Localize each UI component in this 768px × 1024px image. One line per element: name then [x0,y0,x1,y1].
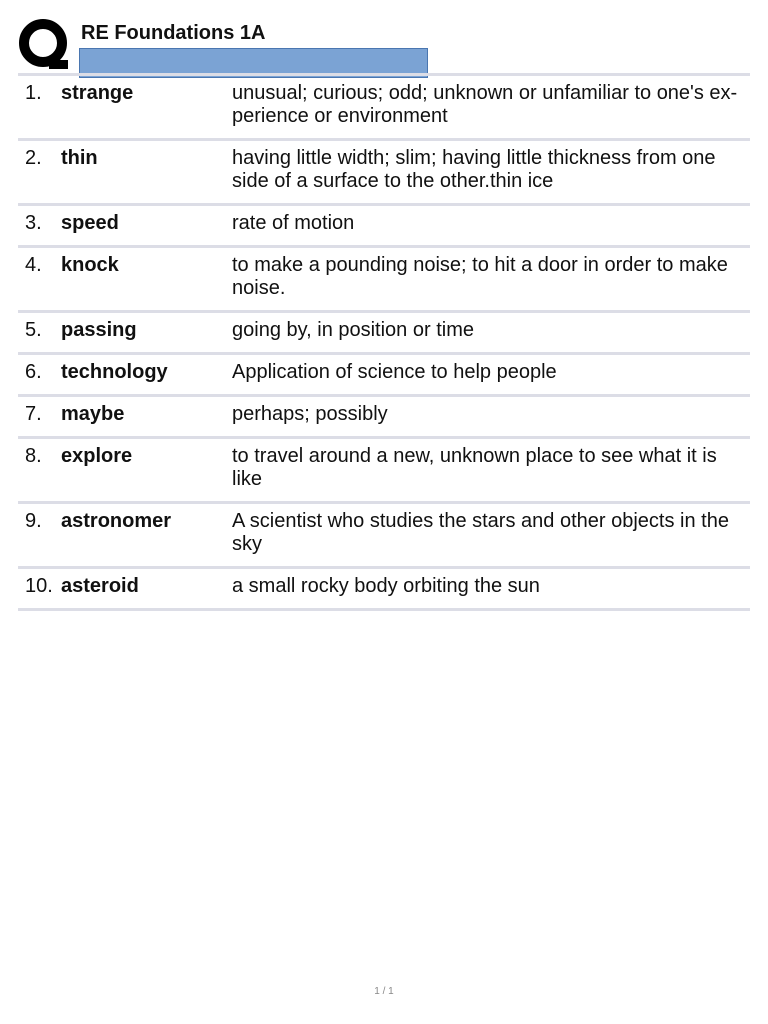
vocab-row [18,504,750,569]
term-definition: a small rocky body orbiting the sun [232,575,540,597]
term-word: knock [61,254,119,276]
vocab-row [18,569,750,611]
term-word: astronomer [61,510,172,532]
term-number: 4. [25,254,42,276]
quizlet-q-logo-icon [18,18,70,72]
term-word: passing [61,319,137,341]
term-definition: unusual; curious; odd; unknown or unfamiliar to one's ex-perience or environment [232,82,738,127]
term-word: technology [61,361,168,383]
term-word: explore [61,445,133,467]
term-number: 8. [25,445,42,467]
term-definition: perhaps; possibly [232,403,388,425]
vocab-row [18,141,750,206]
term-number: 6. [25,361,42,383]
term-word: speed [61,212,119,234]
term-word: strange [61,82,134,104]
term-definition: rate of motion [232,212,355,234]
term-definition: Application of science to help people [232,361,557,383]
vocabulary-list [18,73,750,611]
term-definition: to travel around a new, unknown place to see what it is like [232,445,717,490]
vocab-row [18,248,750,313]
term-word: asteroid [61,575,139,597]
vocab-row [18,206,750,248]
term-number: 1. [25,82,42,104]
page-title: RE Foundations 1A [81,22,266,44]
term-number: 5. [25,319,42,341]
term-number: 9. [25,510,42,532]
term-number: 7. [25,403,42,425]
vocab-row [18,439,750,504]
vocab-row [18,76,750,141]
term-word: thin [61,147,98,169]
term-number: 2. [25,147,42,169]
term-definition: A scientist who studies the stars and other objects in the sky [232,510,729,555]
term-definition: going by, in position or time [232,319,474,341]
term-definition: having little width; slim; having little thickness from one side of a surface to the other.thin ice [232,147,716,192]
term-definition: to make a pounding noise; to hit a door in order to make noise. [232,254,728,299]
vocab-row [18,313,750,355]
vocab-row [18,355,750,397]
vocab-row [18,397,750,439]
term-number: 3. [25,212,42,234]
page-number: 1 / 1 [374,986,394,997]
term-number: 10. [25,575,53,597]
term-word: maybe [61,403,125,425]
